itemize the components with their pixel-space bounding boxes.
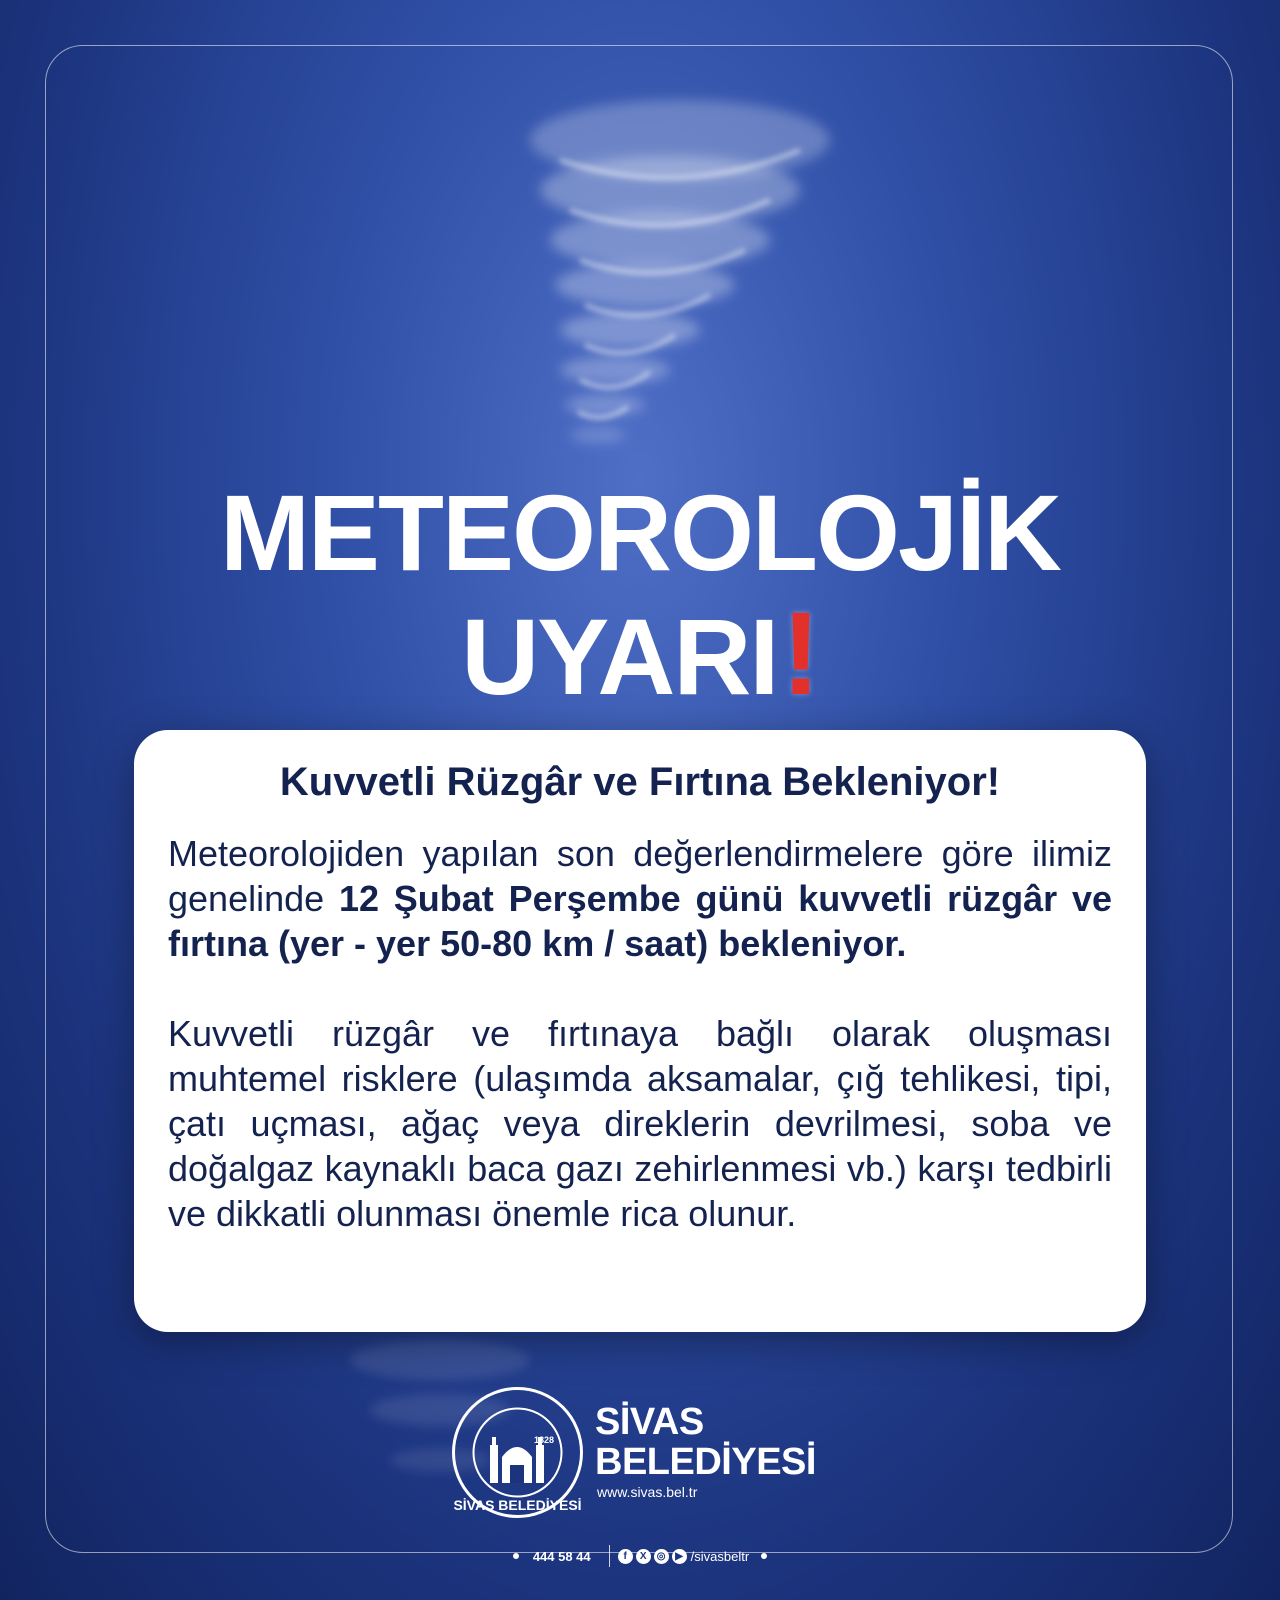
paragraph-1-intro: Meteorolojiden yapılan son değerlendirmelere göre ilimiz genelinde [168,833,1112,919]
brand-name [595,1402,816,1482]
paragraph-1-bold: 12 Şubat Perşembe günü kuvvetli rüzgâr ve fırtına (yer - yer 50-80 km / saat) bekleniyor. [168,878,1112,964]
footer-divider [609,1545,610,1567]
svg-text:SİVAS BELEDİYESİ: SİVAS BELEDİYESİ [453,1497,582,1513]
card-paragraph-1 [168,831,1112,966]
facebook-icon[interactable]: f [618,1549,633,1564]
footer-social-handle[interactable]: /sivasbeltr [690,1548,750,1564]
brand-line2: BELEDİYESİ [595,1441,816,1483]
warning-card [134,730,1146,1332]
footer-dot-left [513,1553,519,1559]
brand-line1: SİVAS [595,1401,704,1443]
brand-url-link[interactable]: www.sivas.bel.tr [597,1484,698,1500]
tornado-illustration [470,80,890,470]
footer-phone[interactable]: 444 58 44 [532,1548,591,1564]
headline-uyari: UYARI [461,596,778,717]
exclamation-icon: ! [781,588,819,720]
card-paragraph-2: Kuvvetli rüzgâr ve fırtınaya bağlı olarak oluşması muhtemel risklere (ulaşımda aksamalar, çığ tehlikesi, tipi, çatı uçması, ağaç veya direklerin devrilmesi, soba ve doğalgaz kaynaklı baca gazı zehirlenmesi vb.) karşı tedbirli ve dikkatli olunması önemle rica olunur. [168,1013,1112,1234]
municipality-seal-logo [450,1385,585,1520]
footer-dot-right [761,1553,767,1559]
youtube-icon[interactable]: ▶ [672,1549,687,1564]
card-title: Kuvvetli Rüzgâr ve Fırtına Bekleniyor! [279,760,1001,804]
headline-line1: METEOROLOJİK [219,472,1061,593]
headline-line2 [0,586,1280,722]
social-icons [618,1549,687,1564]
footer-bar [0,1544,1280,1568]
x-icon[interactable]: X [636,1549,651,1564]
instagram-icon[interactable]: ◎ [654,1549,669,1564]
svg-text:1828: 1828 [534,1435,555,1445]
